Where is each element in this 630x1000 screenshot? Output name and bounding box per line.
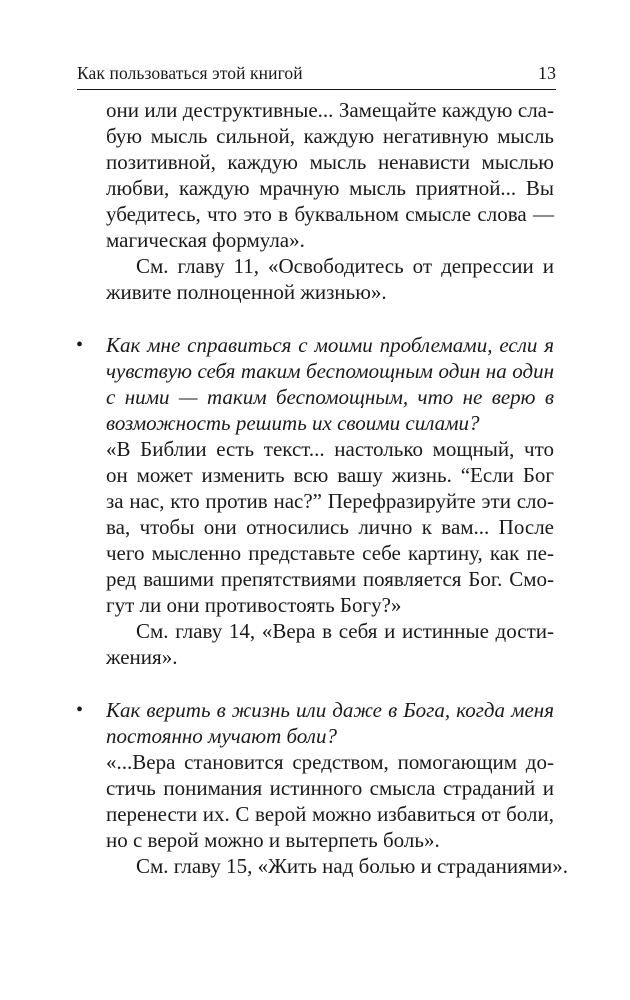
text-line: «В Библии есть текст... настолько мощный, что — [106, 437, 554, 461]
running-head-title: Как пользоваться этой книгой — [77, 63, 303, 83]
text-line: «...Вера становится средством, помогающим до- — [106, 750, 554, 774]
text-line: бую мысль сильной, каждую негативную мысль — [106, 124, 554, 148]
text-line: жения». — [106, 645, 178, 669]
text-line: гут ли они противостоять Богу?» — [106, 593, 402, 617]
answer-paragraph — [106, 436, 554, 618]
page-body — [76, 97, 569, 879]
text-line: перенести их. С верой можно избавиться от боли, — [106, 802, 554, 826]
question-line: Как мне справиться с моими проблемами, если я — [106, 333, 554, 357]
see-chapter-reference — [106, 853, 569, 879]
text-line: ред вашими препятствиями появляется Бог. Смо- — [106, 567, 554, 591]
text-line: См. главу 11, «Освободитесь от депрессии и — [136, 254, 554, 278]
question-line: с ними — таким беспомощным, что не верю в — [106, 385, 554, 409]
question-line: Как верить в жизнь или даже в Бога, когда меня — [106, 698, 554, 722]
text-line: убедитесь, что это в буквальном смысле слова — — [106, 202, 554, 226]
bullet-icon: • — [76, 334, 84, 356]
intro-paragraph — [106, 97, 554, 253]
spacer — [106, 670, 554, 697]
text-line: он может изменить всю вашу жизнь. “Если Бог — [106, 463, 554, 487]
text-line: См. главу 15, «Жить над болью и страданиями». — [136, 854, 569, 878]
text-line: но с верой можно и вытерпеть боль». — [106, 828, 440, 852]
question-item — [76, 332, 554, 436]
text-line: См. главу 14, «Вера в себя и истинные дости- — [136, 619, 554, 643]
text-line: магическая формула». — [106, 228, 305, 252]
text-line: они или деструктивные... Замещайте каждую сла- — [106, 98, 554, 122]
text-line: за нас, кто против нас?” Перефразируйте эти сло- — [106, 489, 554, 513]
text-line: ва, чтобы они относились лично к вам... После — [106, 515, 554, 539]
text-line: стичь понимания истинного смысла страданий и — [106, 776, 554, 800]
text-line: чего мысленно представьте себе картину, как пе- — [106, 541, 554, 565]
see-chapter-reference — [106, 618, 554, 670]
bullet-icon: • — [76, 699, 84, 721]
question-line: чувствую себя таким беспомощным один на один — [106, 359, 554, 383]
see-chapter-reference — [106, 253, 554, 305]
question-item — [76, 697, 554, 749]
answer-paragraph — [106, 749, 554, 853]
spacer — [106, 305, 554, 332]
running-head — [77, 60, 556, 90]
page-number: 13 — [538, 63, 556, 83]
text-line: позитивной, каждую мысль ненависти мыслью — [106, 150, 554, 174]
question-line: возможность решить их своими силами? — [106, 411, 480, 435]
question-line: постоянно мучают боли? — [106, 724, 337, 748]
text-line: любви, каждую мрачную мысль приятной... Вы — [106, 176, 554, 200]
text-line: живите полноценной жизнью». — [106, 280, 387, 304]
